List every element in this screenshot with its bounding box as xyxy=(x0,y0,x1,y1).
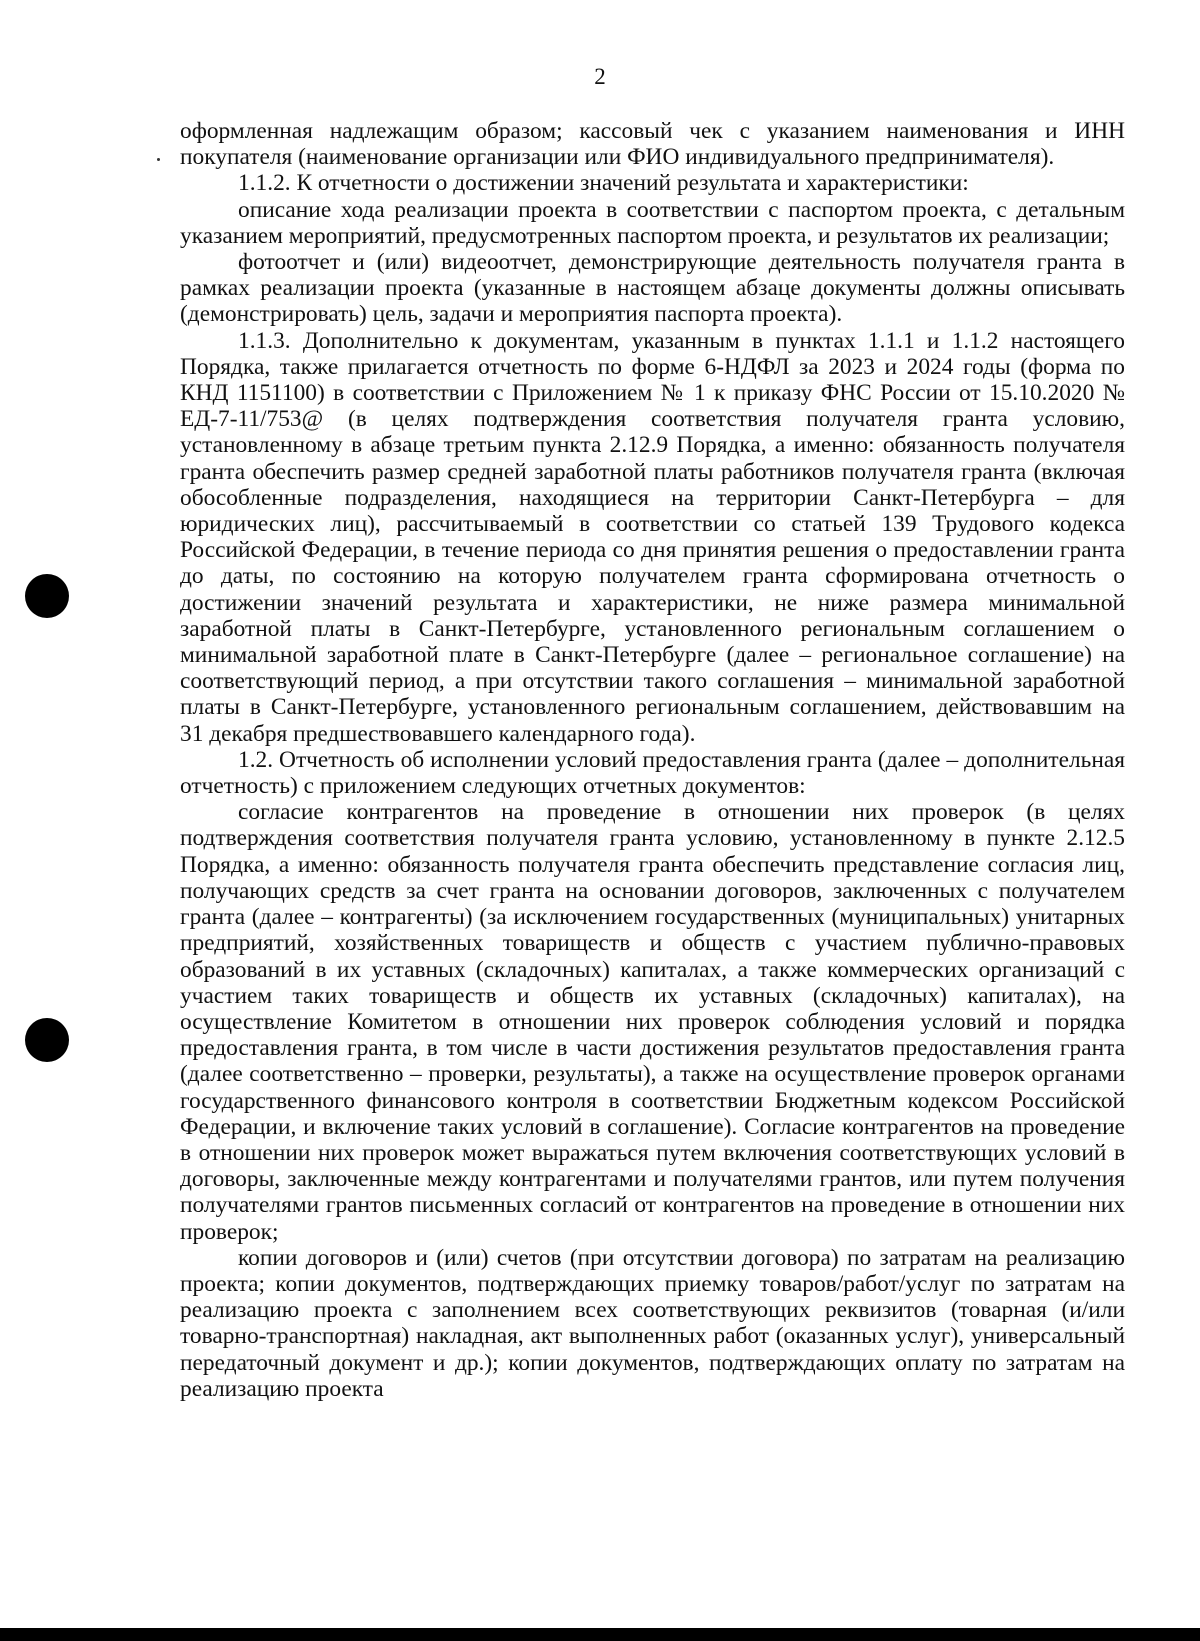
paragraph-contractor-consent: согласие контрагентов на проведение в отношении них проверок (в целях подтверждения соответствия получателя гранта условию, установленному в пункте 2.12.5 Порядка, а именно: обязанность получателя гранта обеспечить представление согласия лиц, получающих средств за счет гранта на основании договоров, заключенных с получателем гранта (далее – контрагенты) (за исключением государственных (муниципальных) унитарных предприятий, хозяйственных товариществ и обществ с участием публично-правовых образований в их уставных (складочных) капиталах, а также коммерческих организаций с участием таких товариществ и обществ их уставных (складочных) капиталах), на осуществление Комитетом в отношении них проверок соблюдения условий и порядка предоставления гранта, в том числе в части достижения результатов предоставления гранта (далее соответственно – проверки, результаты), а также на осуществление проверок органами государственного финансового контроля в соответствии Бюджетным кодексом Российской Федерации, и включение таких условий в соглашение). Согласие контрагентов на проведение в отношении них проверок может выражаться путем включения соответствующих условий в договоры, заключенные между контрагентами и получателями грантов, или путем получения получателями грантов письменных согласий от контрагентов на проведение в отношении них проверок; xyxy=(180,799,1125,1245)
paragraph-photo-report: фотоотчет и (или) видеоотчет, демонстрирующие деятельность получателя гранта в рамках реализации проекта (указанные в настоящем абзаце документы должны описывать (демонстрировать) цель, задачи и мероприятия паспорта проекта). xyxy=(180,249,1125,328)
paragraph-project-description: описание хода реализации проекта в соответствии с паспортом проекта, с детальным указанием мероприятий, предусмотренных паспортом проекта, и результатов их реализации; xyxy=(180,196,1125,249)
paragraph-1-2: 1.2. Отчетность об исполнении условий предоставления гранта (далее – дополнительная отчетность) с приложением следующих отчетных документов: xyxy=(180,746,1125,800)
page-number: 2 xyxy=(594,64,606,89)
scan-edge-bar xyxy=(0,1628,1200,1641)
document-body xyxy=(180,118,1125,1402)
margin-dot xyxy=(157,158,160,161)
punch-hole xyxy=(25,1018,69,1062)
paragraph-contract-copies: копии договоров и (или) счетов (при отсутствии договора) по затратам на реализацию проекта; копии документов, подтверждающих приемку товаров/работ/услуг по затратам на реализацию проекта с заполнением всех соответствующих реквизитов (товарная (и/или товарно-транспортная) накладная, акт выполненных работ (оказанных услуг), универсальный передаточный документ и др.); копии документов, подтверждающих оплату по затратам на реализацию проекта xyxy=(180,1244,1125,1402)
paragraph-1-1-3: 1.1.3. Дополнительно к документам, указанным в пунктах 1.1.1 и 1.1.2 настоящего Порядка, также прилагается отчетность по форме 6-НДФЛ за 2023 и 2024 годы (форма по КНД 1151100) в соответствии с Приложением № 1 к приказу ФНС России от 15.10.2020 № ЕД-7-11/753@ (в целях подтверждения соответствия получателя гранта условию, установленному в абзаце третьим пункта 2.12.9 Порядка, а именно: обязанность получателя гранта обеспечить размер средней заработной платы работников получателя гранта (включая обособленные подразделения, находящиеся на территории Санкт-Петербурга – для юридических лиц), рассчитываемый в соответствии со статьей 139 Трудового кодекса Российской Федерации, в течение периода со дня принятия решения о предоставлении гранта до даты, по состоянию на которую получателем гранта сформирована отчетность о достижении значений результата и характеристики, не ниже размера минимальной заработной платы в Санкт-Петербурге, установленного региональным соглашением о минимальной заработной плате в Санкт-Петербурге (далее – региональное соглашение) на соответствующий период, а при отсутствии такого соглашения – минимальной заработной платы в Санкт-Петербурге, установленного региональным соглашением, действовавшим на 31 декабря предшествовавшего календарного года). xyxy=(180,327,1125,747)
punch-hole xyxy=(25,574,69,618)
paragraph-continuation: оформленная надлежащим образом; кассовый чек с указанием наименования и ИНН покупателя (наименование организации или ФИО индивидуального предпринимателя). xyxy=(180,118,1125,171)
paragraph-1-1-2-heading: 1.1.2. К отчетности о достижении значений результата и характеристики: xyxy=(238,170,969,197)
